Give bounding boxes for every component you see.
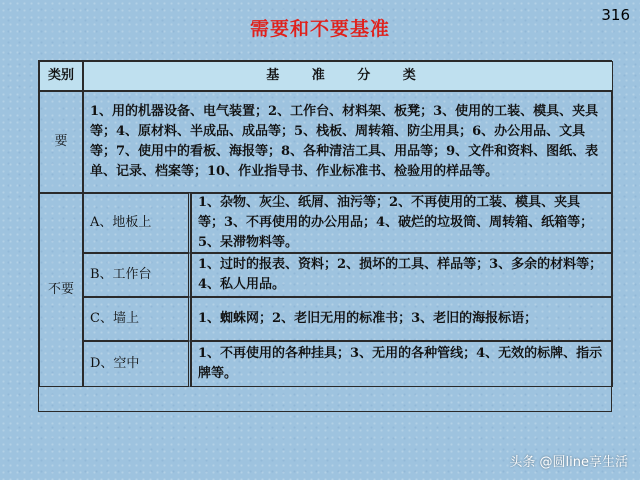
header-criteria: 基 准 分 类 xyxy=(83,61,613,91)
yao-criteria-text: 1、用的机器设备、电气装置；2、工作台、材料架、板凳；3、使用的工装、模具、夹具等；4、原材料、半成品、成品等；5、栈板、周转箱、防尘用具；6、办公用品、文具等；7、使用中的看板、海报等；8、各种清洁工具、用品等；9、文件和资料、图纸、表单、记录、档案等；10、作业指导书、作业标准书、检验用的样品等。 xyxy=(83,91,613,193)
location-workbench: B、工作台 xyxy=(83,253,191,297)
criteria-table xyxy=(38,60,612,412)
watermark: 头条 @圆line享生活 xyxy=(509,455,628,470)
page-number: 316 xyxy=(601,6,630,24)
category-buyao: 不要 xyxy=(39,193,83,387)
page-title: 需要和不要基准 xyxy=(249,18,390,40)
header-category: 类别 xyxy=(39,61,83,91)
category-yao: 要 xyxy=(39,91,83,193)
wall-criteria-text: 1、蜘蛛网；2、老旧无用的标准书；3、老旧的海报标语； xyxy=(191,297,613,341)
workbench-criteria-text: 1、过时的报表、资料；2、损坏的工具、样品等；3、多余的材料等；4、私人用品。 xyxy=(191,253,613,297)
location-wall: C、墙上 xyxy=(83,297,191,341)
floor-criteria-text: 1、杂物、灰尘、纸屑、油污等；2、不再使用的工装、模具、夹具等；3、不再使用的办公用品；4、破烂的垃圾筒、周转箱、纸箱等；5、呆滞物料等。 xyxy=(191,193,613,253)
location-floor: A、地板上 xyxy=(83,193,191,253)
air-criteria-text: 1、不再使用的各种挂具；3、无用的各种管线；4、无效的标牌、指示牌等。 xyxy=(191,341,613,387)
location-air: D、空中 xyxy=(83,341,191,387)
